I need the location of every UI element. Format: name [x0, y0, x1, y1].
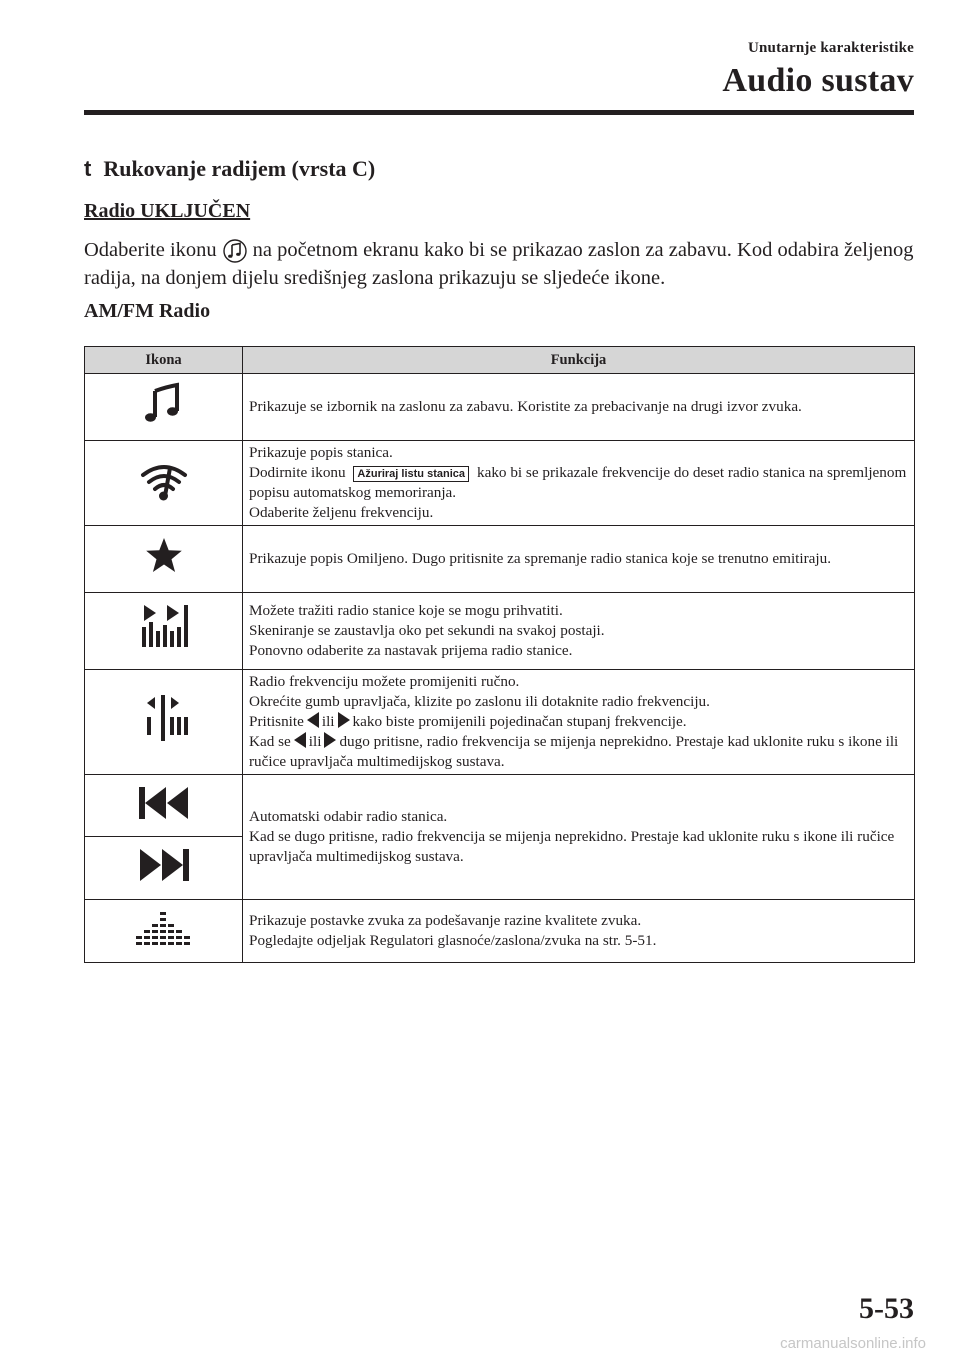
icon-cell	[85, 775, 243, 837]
function-text: Prikazuje postavke zvuka za podešavanje razine kvalitete zvuka.	[249, 912, 642, 929]
section-title: Audio sustav	[722, 62, 914, 99]
function-text: Dodirnite ikonu	[249, 464, 346, 481]
table-row	[85, 775, 915, 837]
function-text: Skeniranje se zaustavlja oko pet sekundi na svakoj postaji.	[249, 622, 605, 639]
function-text: Pritisnite	[249, 713, 304, 730]
sound-settings-icon	[134, 908, 194, 948]
function-cell	[243, 775, 915, 900]
function-text: Ponovno odaberite za nastavak prijema radio stanice.	[249, 642, 573, 659]
function-cell	[243, 441, 915, 526]
function-text: Automatski odabir radio stanica.	[249, 808, 448, 825]
table-row	[85, 670, 915, 775]
function-text: Pogledajte odjeljak Regulatori glasnoće/zaslona/zvuka na str. 5-51.	[249, 932, 657, 949]
function-text: Prikazuje se izbornik na zaslonu za zabavu. Koristite za prebacivanje na drugi izvor zvuka.	[249, 398, 802, 415]
function-text: Prikazuje popis Omiljeno. Dugo pritisnite za spremanje radio stanica koje se trenutno emitiraju.	[249, 550, 832, 567]
table-row	[85, 526, 915, 593]
intro-paragraph	[84, 236, 914, 292]
music-note-icon	[140, 380, 188, 428]
function-text: Kad se	[249, 733, 291, 750]
watermark: carmanualsonline.info	[780, 1335, 926, 1352]
function-cell	[243, 526, 915, 593]
function-text: ili	[308, 733, 322, 750]
subsection-heading-text: Rukovanje radijem (vrsta C)	[103, 156, 376, 181]
intro-text-start: Odaberite ikonu	[84, 239, 217, 261]
heading-bullet: t	[84, 156, 92, 181]
icon-cell	[85, 441, 243, 526]
station-list-icon	[139, 458, 189, 502]
icon-cell	[85, 593, 243, 670]
function-text: Možete tražiti radio stanice koje se mogu prihvatiti.	[249, 602, 563, 619]
icon-cell	[85, 526, 243, 593]
function-cell	[243, 593, 915, 670]
table-header-row	[85, 347, 915, 374]
table-row	[85, 441, 915, 526]
seek-previous-icon	[136, 784, 192, 822]
intro-text-end: na početnom ekranu kako bi se prikazao zaslon za zabavu. Kod odabira željenog radija, na donjem dijelu središnjeg zaslona prikazuju se sljedeće ikone.	[84, 239, 914, 289]
function-cell	[243, 670, 915, 775]
header-rule	[84, 110, 914, 115]
function-text: Radio frekvenciju možete promijeniti ručno.	[249, 673, 520, 690]
music-note-icon	[223, 239, 247, 263]
function-text: Okrećite gumb upravljača, klizite po zaslonu ili dotaknite radio frekvenciju.	[249, 693, 710, 710]
icon-cell	[85, 670, 243, 775]
am-fm-heading: AM/FM Radio	[84, 300, 211, 322]
subsection-heading	[84, 156, 375, 182]
update-station-list-button: Ažuriraj listu stanica	[353, 466, 469, 482]
function-cell	[243, 374, 915, 441]
scan-icon	[137, 602, 191, 654]
radio-on-heading: Radio UKLJUČEN	[84, 200, 251, 222]
triangle-right-icon	[338, 712, 350, 728]
function-cell	[243, 900, 915, 963]
triangle-left-icon	[307, 712, 319, 728]
function-text: kako biste promijenili pojedinačan stupanj frekvencije.	[352, 713, 687, 730]
triangle-right-icon	[324, 732, 336, 748]
function-text: Prikazuje popis stanica.	[249, 444, 393, 461]
star-icon	[144, 536, 184, 576]
chapter-title: Unutarnje karakteristike	[747, 40, 914, 56]
triangle-left-icon	[294, 732, 306, 748]
function-table	[84, 346, 915, 963]
table-row	[85, 374, 915, 441]
seek-next-icon	[136, 846, 192, 884]
table-row	[85, 593, 915, 670]
function-text: Odaberite željenu frekvenciju.	[249, 504, 434, 521]
manual-tune-icon	[139, 693, 189, 745]
page-number: 5-53	[859, 1292, 914, 1325]
column-header-function: Funkcija	[243, 347, 915, 374]
function-text: Kad se dugo pritisne, radio frekvencija se mijenja neprekidno. Prestaje kad uklonite ruku s ikone ili ručice upravljača multimedijskog sustava.	[249, 828, 895, 865]
column-header-icon: Ikona	[85, 347, 243, 374]
icon-cell	[85, 374, 243, 441]
icon-cell	[85, 900, 243, 963]
table-row	[85, 900, 915, 963]
function-text: kako bi se prikazale frekvencije do deset radio stanica na spremljenom popisu automatskog memoriranja.	[249, 464, 907, 501]
function-text: dugo pritisne, radio frekvencija se mijenja neprekidno. Prestaje kad uklonite ruku s ikone ili ručice upravljača multimedijskog sustava.	[249, 733, 899, 770]
function-text: ili	[321, 713, 335, 730]
icon-cell	[85, 837, 243, 900]
